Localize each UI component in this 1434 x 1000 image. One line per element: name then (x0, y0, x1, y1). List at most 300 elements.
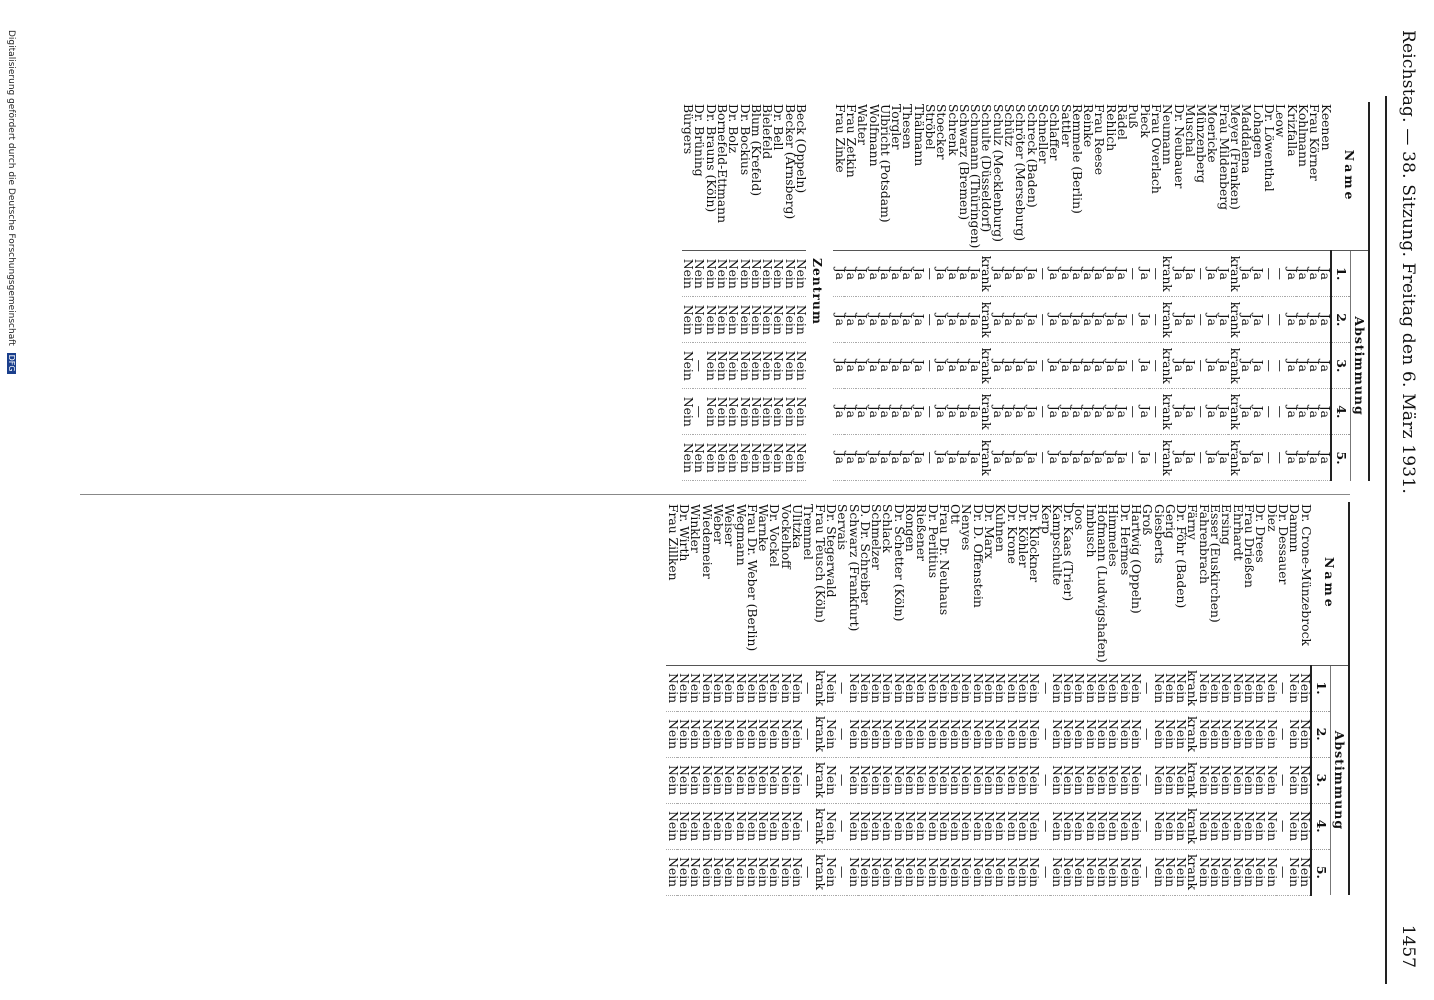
vote-cell: Nein (1265, 757, 1276, 803)
vote-cell: Ja (958, 435, 969, 481)
vote-cell: Ja (1308, 389, 1319, 435)
vote-cell: Nein (1288, 803, 1299, 849)
vote-cell: Ja (992, 251, 1003, 297)
member-name: Muschal (1184, 102, 1195, 251)
vote-cell: Nein (949, 803, 960, 849)
member-name: Frau Zetkin (845, 102, 856, 251)
vote-cell: — (1277, 849, 1288, 895)
vote-cell: Ja (992, 297, 1003, 343)
vote-cell: Nein (1299, 711, 1311, 757)
vote-cell: Nein (757, 849, 768, 895)
member-name: Dr. Krone (1005, 502, 1016, 665)
vote-cell: Ja (1104, 297, 1115, 343)
vote-cell: Ja (1172, 343, 1183, 389)
vote-cell: Ja (845, 251, 856, 297)
member-name: Dr. Perlitius (926, 502, 937, 665)
member-name: Thesen (901, 102, 912, 251)
vote-cell: Ja (890, 389, 901, 435)
member-name: Neumann (1161, 102, 1172, 251)
member-name: Ströbel (924, 102, 935, 251)
vote-cell: — (1277, 803, 1288, 849)
vote-cell: Nein (1130, 757, 1141, 803)
vote-cell: Nein (716, 251, 727, 297)
vote-cell: Nein (727, 435, 738, 481)
table-row (946, 102, 957, 481)
vote-cell: — (802, 665, 813, 711)
vote-cell: Ja (901, 251, 912, 297)
vote-cell: Nein (727, 389, 738, 435)
vote-cell: Nein (678, 711, 689, 757)
vote-cell: Nein (779, 711, 790, 757)
vote-cell: Ja (1319, 389, 1331, 435)
vote-cell: Ja (1093, 251, 1104, 297)
vote-cell: Nein (1152, 757, 1163, 803)
vote-cell: Nein (859, 849, 870, 895)
vote-number-header: 5. (1311, 849, 1330, 895)
vote-cell: Nein (738, 389, 749, 435)
vote-number-header: 4. (1331, 389, 1350, 435)
vote-cell: Ja (1014, 389, 1025, 435)
vote-cell: Ja (969, 435, 980, 481)
table-row (1071, 102, 1082, 481)
vote-cell: Nein (1073, 665, 1084, 711)
vote-cell: — (1195, 251, 1206, 297)
table-row (1005, 502, 1016, 895)
vote-cell: Nein (795, 389, 806, 435)
vote-cell: Ja (1082, 435, 1093, 481)
vote-cell: Nein (768, 849, 779, 895)
table-row (935, 102, 946, 481)
vote-cell: Ja (1093, 297, 1104, 343)
vote-cell: Nein (1175, 757, 1186, 803)
member-name: Gerig (1164, 502, 1175, 665)
table-row (813, 502, 824, 895)
vote-cell: Ja (1059, 297, 1070, 343)
vote-cell: Nein (859, 711, 870, 757)
vote-cell: — (1039, 711, 1050, 757)
member-name: Frau Overlach (1150, 102, 1161, 251)
member-name: Schneller (1037, 102, 1048, 251)
vote-cell: Nein (791, 711, 802, 757)
vote-cell: Nein (1175, 803, 1186, 849)
vote-cell: krank (1161, 297, 1172, 343)
vote-cell: Ja (1093, 435, 1104, 481)
member-name: Schlack (881, 502, 892, 665)
vote-cell: Ja (1003, 389, 1014, 435)
table-row (833, 102, 844, 481)
member-name: D. Dr. Schreiber (859, 502, 870, 665)
vote-cell: Nein (892, 803, 903, 849)
vote-cell: Ja (1297, 297, 1308, 343)
member-name: Warnke (757, 502, 768, 665)
vote-cell: Nein (1152, 665, 1163, 711)
vote-cell: Ja (867, 435, 878, 481)
member-name: Blum (Krefeld) (750, 102, 761, 251)
vote-cell: Nein (783, 297, 794, 343)
vote-cell: Nein (712, 757, 723, 803)
vote-cell: Nein (689, 849, 700, 895)
vote-cell: — (693, 389, 704, 435)
member-name: Dr. Brauns (Köln) (704, 102, 715, 251)
vote-cell: Nein (723, 711, 734, 757)
vote-cell: Nein (723, 803, 734, 849)
vote-cell: Nein (700, 849, 711, 895)
vote-cell: Ja (845, 389, 856, 435)
vote-cell: Ja (1319, 251, 1331, 297)
member-name: Frau Reese (1093, 102, 1104, 251)
vote-cell: krank (813, 803, 824, 849)
vote-cell: — (802, 757, 813, 803)
member-name: Moericke (1206, 102, 1217, 251)
vote-cell: Nein (1197, 711, 1208, 757)
vote-number-header: 1. (1311, 665, 1330, 711)
vote-cell: Ja (1025, 251, 1036, 297)
vote-cell: Nein (881, 849, 892, 895)
vote-cell: Ja (1003, 343, 1014, 389)
vote-cell: Nein (779, 665, 790, 711)
vote-cell: Nein (1084, 711, 1095, 757)
vote-cell: Nein (1107, 757, 1118, 803)
vote-cell: krank (1229, 251, 1240, 297)
table-row (1116, 102, 1127, 481)
vote-number-header: 3. (1331, 343, 1350, 389)
vote-cell: Nein (1130, 665, 1141, 711)
header-rule (1385, 96, 1387, 984)
vote-cell: Nein (1231, 665, 1242, 711)
vote-cell: Ja (946, 251, 957, 297)
vote-cell: Nein (915, 849, 926, 895)
vote-cell: krank (1161, 389, 1172, 435)
vote-cell: Nein (750, 251, 761, 297)
member-name: Rongen (904, 502, 915, 665)
table-row (779, 502, 790, 895)
vote-cell: Nein (1220, 757, 1231, 803)
vote-cell: Ja (845, 297, 856, 343)
table-row (1197, 502, 1208, 895)
vote-cell: Nein (791, 757, 802, 803)
vote-cell: Ja (1319, 435, 1331, 481)
vote-number-header: 2. (1331, 297, 1350, 343)
vote-cell: Ja (946, 435, 957, 481)
vote-cell: Nein (1062, 665, 1073, 711)
vote-cell: — (1277, 665, 1288, 711)
vote-cell: Nein (904, 711, 915, 757)
table-row (1138, 102, 1149, 481)
vote-cell: krank (1161, 251, 1172, 297)
vote-cell: Ja (1251, 343, 1262, 389)
vote-cell: Nein (1096, 665, 1107, 711)
vote-cell: Ja (1104, 251, 1115, 297)
vote-cell: Ja (1048, 251, 1059, 297)
footer-credit (6, 30, 16, 374)
vote-cell: Ja (1172, 297, 1183, 343)
vote-cell: Nein (1231, 849, 1242, 895)
vote-cell: Ja (890, 297, 901, 343)
vote-cell: Nein (682, 389, 693, 435)
vote-cell: Nein (1265, 711, 1276, 757)
member-name: Dr. Stegerwald (825, 502, 836, 665)
group-title-zentrum: Zentrum (810, 257, 826, 325)
member-name: Dr. Bockius (738, 102, 749, 251)
vote-cell: Ja (867, 251, 878, 297)
vote-cell: Ja (856, 343, 867, 389)
vote-cell: Ja (1297, 389, 1308, 435)
member-name: Schulz (Mecklenburg) (992, 102, 1003, 251)
vote-cell: Nein (1299, 849, 1311, 895)
member-name: Rädel (1116, 102, 1127, 251)
vote-cell: Nein (1299, 757, 1311, 803)
member-name: Sattler (1059, 102, 1070, 251)
table-row (901, 102, 912, 481)
table-row (892, 502, 903, 895)
vote-cell: Ja (1206, 297, 1217, 343)
table-row (847, 502, 858, 895)
member-name: Keenen (1319, 102, 1331, 251)
vote-cell: — (1274, 251, 1285, 297)
member-name: Becker (Arnsberg) (783, 102, 794, 251)
member-name: Krizfalla (1285, 102, 1296, 251)
member-name: Ulbricht (Potsdam) (879, 102, 890, 251)
vote-cell: Nein (960, 849, 971, 895)
page-number: 1457 (1398, 924, 1418, 968)
vote-cell: Ja (1251, 389, 1262, 435)
vote-cell: Nein (825, 665, 836, 711)
vote-cell: Nein (892, 711, 903, 757)
vote-cell: Nein (859, 757, 870, 803)
vote-cell: Nein (938, 849, 949, 895)
vote-cell: Nein (949, 665, 960, 711)
vote-cell: Nein (1107, 665, 1118, 711)
vote-cell: Ja (879, 343, 890, 389)
vote-cell: Nein (757, 803, 768, 849)
vote-cell: Ja (1048, 389, 1059, 435)
member-name: Hartwig (Oppeln) (1130, 502, 1141, 665)
vote-cell: krank (1161, 343, 1172, 389)
vote-cell: Nein (1175, 711, 1186, 757)
vote-cell: — (693, 343, 704, 389)
vote-cell: Nein (783, 435, 794, 481)
vote-cell: Nein (779, 849, 790, 895)
table-row (1025, 102, 1036, 481)
vote-cell: krank (980, 251, 991, 297)
vote-cell: Nein (682, 251, 693, 297)
vote-cell: Nein (1096, 757, 1107, 803)
vote-cell: krank (1186, 757, 1197, 803)
table-row (700, 502, 711, 895)
vote-cell: Nein (689, 803, 700, 849)
member-name: Fahrenbrach (1197, 502, 1208, 665)
vote-cell: Ja (856, 297, 867, 343)
vote-cell: — (1277, 711, 1288, 757)
vote-cell: Nein (1062, 757, 1073, 803)
vote-cell: krank (1229, 435, 1240, 481)
vote-cell: Nein (870, 711, 881, 757)
left-table-body (833, 102, 1331, 481)
member-name: Wolfmann (867, 102, 878, 251)
vote-cell: Nein (1164, 757, 1175, 803)
vote-cell: Nein (734, 849, 745, 895)
vote-cell: Ja (1319, 343, 1331, 389)
vote-cell: Nein (994, 849, 1005, 895)
vote-cell: Nein (1197, 665, 1208, 711)
member-name: Joos (1073, 502, 1084, 665)
vote-cell: Ja (1003, 435, 1014, 481)
vote-cell: Nein (926, 803, 937, 849)
member-name: Schmelzer (870, 502, 881, 665)
vote-cell: Nein (795, 297, 806, 343)
vote-cell: Nein (704, 251, 715, 297)
vote-cell: Ja (1240, 343, 1251, 389)
vote-cell: Nein (1130, 803, 1141, 849)
vote-cell: Nein (1220, 665, 1231, 711)
vote-cell: krank (813, 711, 824, 757)
vote-cell: Nein (734, 665, 745, 711)
vote-cell: Nein (791, 849, 802, 895)
vote-cell: Ja (845, 343, 856, 389)
vote-cell: — (1195, 343, 1206, 389)
vote-cell: Ja (833, 435, 844, 481)
vote-cell: Nein (750, 297, 761, 343)
member-name: Dammn (1288, 502, 1299, 665)
vote-cell: Nein (1028, 665, 1039, 711)
vote-cell: Nein (1175, 849, 1186, 895)
vote-cell: Nein (727, 297, 738, 343)
vote-cell: Nein (689, 665, 700, 711)
vote-cell: Ja (833, 343, 844, 389)
vote-cell: Nein (847, 711, 858, 757)
vote-cell: Nein (716, 435, 727, 481)
member-name: Dr. Klöckner (1028, 502, 1039, 665)
vote-cell: krank (1186, 711, 1197, 757)
vote-cell: Nein (746, 665, 757, 711)
vote-cell: Nein (915, 803, 926, 849)
vote-cell: Nein (761, 389, 772, 435)
vote-cell: — (1037, 435, 1048, 481)
vote-cell: Nein (881, 803, 892, 849)
vote-cell: Nein (1220, 803, 1231, 849)
vote-cell: Nein (1118, 711, 1129, 757)
vote-cell: krank (813, 849, 824, 895)
vote-cell: Ja (1172, 251, 1183, 297)
vote-cell: Nein (1265, 849, 1276, 895)
member-name: Kuhnen (994, 502, 1005, 665)
member-name: Ersing (1220, 502, 1231, 665)
vote-cell: Ja (833, 297, 844, 343)
vote-cell: Nein (1288, 665, 1299, 711)
member-name: Dr. Bolz (727, 102, 738, 251)
member-name: Dr. Dessauer (1277, 502, 1288, 665)
vote-cell: Nein (1051, 803, 1062, 849)
vote-cell: Ja (1059, 343, 1070, 389)
vote-cell: Nein (1107, 711, 1118, 757)
vote-cell: — (802, 803, 813, 849)
vote-cell: Nein (1017, 665, 1028, 711)
member-name: Beck (Oppeln) (795, 102, 806, 251)
member-name: Weber (712, 502, 723, 665)
vote-cell: Nein (904, 665, 915, 711)
member-name: Frau Zillken (666, 502, 677, 665)
vote-cell: Nein (1028, 711, 1039, 757)
member-name: Frau Zinke (833, 102, 844, 251)
member-name: Ulitzka (791, 502, 802, 665)
vote-cell: Nein (734, 711, 745, 757)
vote-cell: — (1274, 389, 1285, 435)
vote-cell: Ja (1071, 251, 1082, 297)
vote-cell: Nein (949, 711, 960, 757)
vote-cell: Nein (825, 803, 836, 849)
vote-cell: Nein (1118, 803, 1129, 849)
vote-cell: Nein (1164, 803, 1175, 849)
vote-cell: Nein (761, 343, 772, 389)
vote-cell: Ja (1206, 389, 1217, 435)
member-name: Reinke (1082, 102, 1093, 251)
member-name: Ehrhardt (1231, 502, 1242, 665)
member-name: Münzenberg (1195, 102, 1206, 251)
vote-cell: Ja (1048, 343, 1059, 389)
vote-cell: Ja (1048, 435, 1059, 481)
vote-cell: Ja (1184, 343, 1195, 389)
vote-cell: Nein (1096, 711, 1107, 757)
member-name: Dr. Köhler (1017, 502, 1028, 665)
table-row (1263, 102, 1274, 481)
vote-cell: Nein (1107, 803, 1118, 849)
vote-cell: Nein (746, 849, 757, 895)
vote-cell: Ja (958, 251, 969, 297)
right-vote-table (666, 502, 1350, 896)
vote-cell: Nein (682, 435, 693, 481)
vote-cell: Nein (1118, 849, 1129, 895)
table-row (1231, 502, 1242, 895)
vote-cell: Ja (1251, 251, 1262, 297)
vote-cell: Nein (1062, 711, 1073, 757)
member-name: Thälmann (912, 102, 923, 251)
vote-cell: Nein (1028, 803, 1039, 849)
table-row (1014, 102, 1025, 481)
vote-cell: Ja (867, 389, 878, 435)
vote-cell: Nein (881, 711, 892, 757)
vote-cell: Nein (666, 803, 677, 849)
member-name: Puß (1127, 102, 1138, 251)
vote-cell: Nein (1017, 803, 1028, 849)
vote-cell: Nein (938, 803, 949, 849)
vote-cell: Nein (1209, 757, 1220, 803)
vote-cell: Nein (870, 665, 881, 711)
vote-cell: Nein (938, 757, 949, 803)
vote-cell: Nein (1288, 711, 1299, 757)
vote-cell: Ja (992, 389, 1003, 435)
vote-cell: Nein (750, 435, 761, 481)
vote-cell: — (1039, 849, 1050, 895)
vote-cell: Nein (892, 665, 903, 711)
vote-cell: Ja (833, 251, 844, 297)
vote-cell: Nein (693, 251, 704, 297)
vote-cell: Nein (750, 343, 761, 389)
vote-cell: Ja (992, 435, 1003, 481)
name-column-header: Name (1311, 502, 1349, 665)
vote-cell: Nein (1028, 849, 1039, 895)
member-name: Dr. Drees (1254, 502, 1265, 665)
vote-cell: Ja (1138, 297, 1149, 343)
vote-cell: — (1127, 343, 1138, 389)
vote-cell: Nein (847, 665, 858, 711)
vote-cell: — (1141, 803, 1152, 849)
vote-cell: Nein (1197, 757, 1208, 803)
table-row (926, 502, 937, 895)
vote-cell: Nein (870, 803, 881, 849)
vote-cell: Nein (1051, 849, 1062, 895)
vote-cell: Nein (1051, 711, 1062, 757)
vote-cell: — (1195, 435, 1206, 481)
